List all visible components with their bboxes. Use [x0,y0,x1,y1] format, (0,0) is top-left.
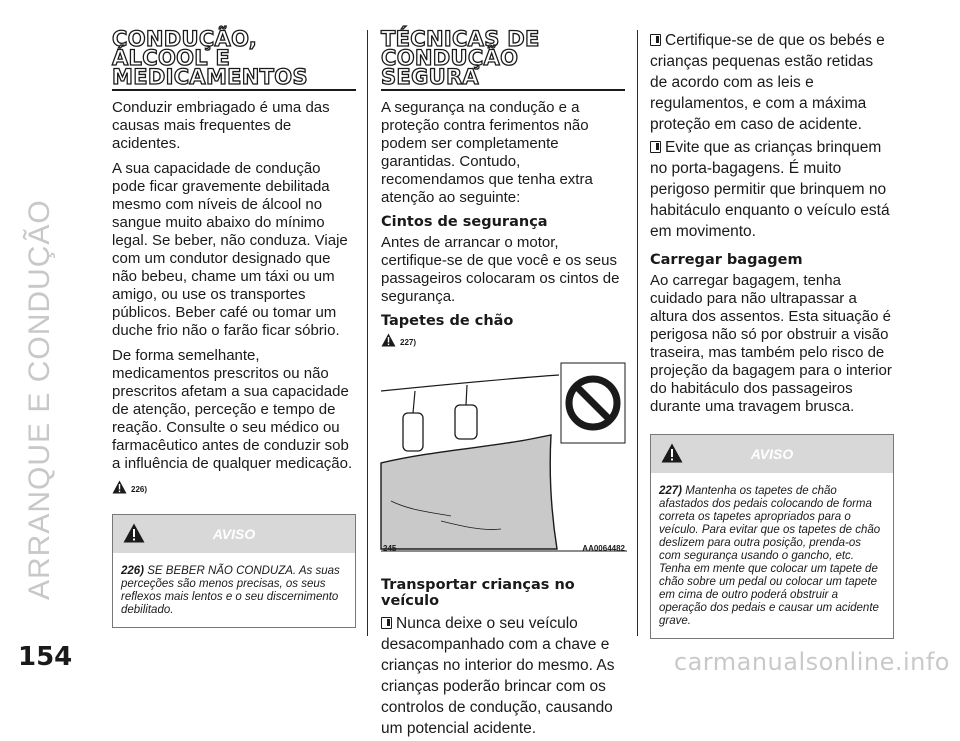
warning-text: SE BEBER NÃO CONDUZA. As suas perceções são menos precisas, os seus reflexos mais lentos e o seu discernimento debilitado. [121,565,340,616]
subheading-luggage: Carregar bagagem [650,252,803,268]
section-heading-safe-driving [381,27,625,89]
checklist-text: Evite que as crianças brinquem no porta-bagagens. É muito perigoso permitir que brinquem no habitáculo enquanto o veículo está em movimento. [650,139,890,240]
checkbox-bullet-icon [650,141,661,153]
warning-number: 227) [659,485,683,497]
warning-reference-number: 226) [131,485,148,494]
warning-number: 226) [121,565,145,577]
warning-box-title: AVISO [750,446,794,462]
heading-line: TÉCNICAS DE [381,27,540,51]
warning-box-header [651,435,893,473]
heading-line: CONDUÇÃO [381,46,519,70]
warning-triangle-icon [112,480,127,494]
heading-underline [112,89,356,91]
heading-line: CONDUÇÃO, [112,27,258,51]
column-divider [637,30,638,636]
checklist-paragraph [381,613,625,739]
figure-code: AA0064482 [582,544,625,553]
paragraph: Antes de arrancar o motor, certifique-se de que você e os seus passageiros colocaram os cintos de segurança. [381,234,620,305]
heading-line: ÁLCOOL E [112,46,231,70]
warning-box-title: AVISO [212,526,256,542]
heading-underline [381,89,625,91]
paragraph: A segurança na condução e a proteção contra ferimentos não podem ser completamente garantidas. Contudo, recomendamos que tenha extra atenção ao seguinte: [381,99,593,206]
checkbox-bullet-icon [650,34,661,46]
warning-triangle-icon [123,523,145,543]
checkbox-bullet-icon [381,617,392,629]
pedal-left [403,413,423,451]
warning-triangle-icon [381,333,396,347]
subheading-seatbelts: Cintos de segurança [381,214,548,230]
paragraph: Conduzir embriagado é uma das causas mais frequentes de acidentes. [112,99,330,152]
warning-reference[interactable] [381,333,625,347]
page-number: 154 [18,642,73,672]
pedal-right [455,405,477,439]
column-divider [367,30,368,636]
checklist-text: Certifique-se de que os bebés e crianças pequenas estão retidas de acordo com as leis e regulamentos, e com a máxima proteção em caso de acidente. [650,32,885,133]
floor-mat-figure [381,351,627,555]
section-heading-alcohol [112,27,356,89]
warning-text: Mantenha os tapetes de chão afastados dos pedais colocando de forma correta os tapetes apropriados para o veículo. Para evitar que os tapetes de chão deslizem para outra posição, prenda-os com segurança usando o gancho, etc. Tenha em mente que colocar um tapete de chão sobre um pedal ou colocar um tapete em cima de outro poderá obstruir a operação dos pedais e causar um acidente grave. [659,485,881,627]
warning-box-header [113,515,355,553]
warning-reference-number: 227) [400,338,417,347]
checklist-text: Nunca deixe o seu veículo desacompanhado com a chave e crianças no interior do mesmo. As crianças poderão brincar com os controlos de condução, causando um potencial acidente. [381,615,615,737]
column-children-luggage [650,30,894,639]
watermark: carmanualsonline.info [673,648,950,676]
column-alcohol [112,27,356,628]
warning-box [112,514,356,628]
warning-box [650,434,894,639]
warning-reference[interactable] [112,480,356,494]
warning-box-text [113,553,355,627]
paragraph: Ao carregar bagagem, tenha cuidado para não ultrapassar a altura dos assentos. Esta situação é perigosa não só por obstruir a visão traseira, mas também pelo risco de projeção da bagagem para o interior do habitáculo dos passageiros durante uma travagem brusca. [650,272,892,415]
chapter-side-title: ARRANQUE E CONDUÇÃO [23,199,56,600]
heading-line: MEDICAMENTOS [112,65,308,89]
paragraph: De forma semelhante, medicamentos prescritos ou não prescritos afetam a sua capacidade de atenção, perceção e tempo de reação. Consulte o seu médico ou farmacêutico antes de conduzir sob a influência de qualquer medicação. [112,347,353,472]
heading-line: SEGURA [381,65,479,89]
subheading-children: Transportar crianças no veículo [381,577,575,609]
paragraph: A sua capacidade de condução pode ficar gravemente debilitada mesmo com níveis de álcool no sangue muito abaixo do mínimo legal. Se beber, não conduza. Viaje com um condutor designado que não bebeu, chame um táxi ou um amigo, ou use os transportes públicos. Beber café ou tomar um duche frio não o farão ficar sóbrio. [112,160,348,339]
column-safe-driving [381,27,625,741]
warning-triangle-icon [661,443,683,463]
subheading-floor-mats: Tapetes de chão [381,313,514,329]
checklist-paragraph [650,137,894,242]
floor-mat-illustration [381,351,627,555]
checklist-paragraph [650,30,894,135]
figure-number: 245 [383,544,397,553]
warning-box-text [651,473,893,638]
